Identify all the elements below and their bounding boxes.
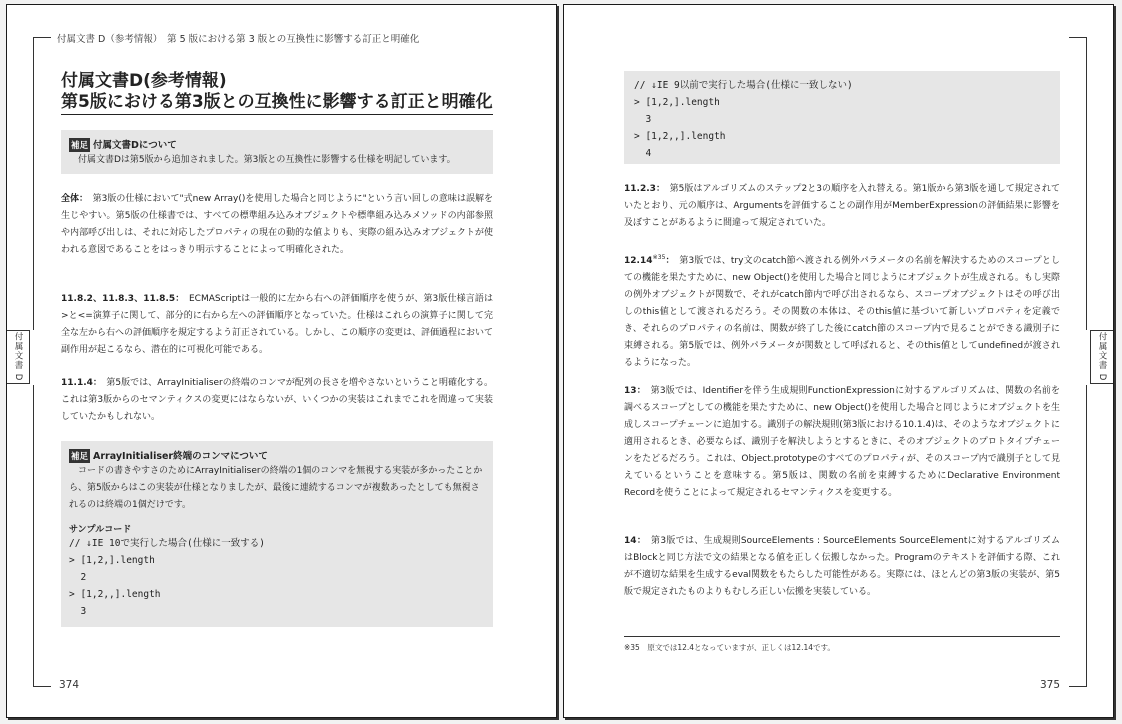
note-body: コードの書きやすさのためにArrayInitialiserの終端の1個のコンマを無視する実装が多かったことから、第5版からはこの実装が仕様となりましたが、最後に連続するコンマが複数あったとしても無視されるのは終端の1個だけです。 — [69, 466, 483, 510]
footnote-ref: ※35 — [652, 254, 666, 261]
margin-rule-top — [1086, 37, 1087, 330]
note-title: ArrayInitialiser終端のコンマについて — [93, 451, 268, 462]
chapter-side-tab — [1090, 330, 1114, 384]
code-line: > [1,2,].length — [634, 97, 720, 108]
supplement-badge: 補足 — [69, 138, 90, 152]
code-line: // ↓IE 10で実行した場合(仕様に一致する) — [69, 538, 265, 549]
paragraph-13: 13： 第3版では、Identifierを伴う生成規則FunctionExpressionに対するアルゴリズムは、関数の名前を調べるスコープとしての機能を果たすために、new Object()を使用した場合と同じようにオブジェクトを生成しスコープチェーンに追加する。識別子の解決規則(第3版における10.1.4)は、そのようなオブジェクトに適用されるとき、必要ならば、識別子を解決しようとするときに、そのオブジェクトのプロトタイプチェーンをたどるだろう。これは、Object.prototypeのすべてのプロパティが、そのスコープ内で識別子として見えているということを意味する。第5版は、関数の名前を束縛するためにDeclarative Environment Recordを使うことによって規定されるセマンティクスを変更する。 — [624, 386, 1060, 498]
page-number: 375 — [1040, 679, 1061, 691]
code-line: 3 — [69, 606, 87, 617]
margin-rule-top — [33, 37, 34, 330]
code-line: > [1,2,,].length — [69, 589, 161, 600]
paragraph-11-2-3: 11.2.3： 第5版はアルゴリズムのステップ2と3の順序を入れ替える。第1版から第3版を通して規定されていたとおり、元の順序は、Argumentsを評価することの副作用がMemberExpressionの評価結果に影響を及ぼすことがあるように間違って規定されていた。 — [624, 184, 1060, 228]
code-line: 2 — [69, 572, 87, 583]
page-number: 374 — [59, 679, 80, 691]
paragraph-11-1-4: 11.1.4： 第5版では、ArrayInitialiserの終端のコンマが配列の長さを増やさないということ明確化する。これは第3版からのセマンティクスの変更にはならないが、いくつかの実装はこれまでこれを間違って実装していたかもしれない。 — [61, 378, 493, 422]
paragraph-14: 14： 第3版では、生成規則SourceElements : SourceElements SourceElementに対するアルゴリズムはBlockと同じ方法で文の結果となる値を正しく伝搬しなかった。Programのテキストを評価する際、これが不適切な結果を生成するeval関数をもたらした可能性がある。実際には、ほとんどの第3版の実装が、第5版で規定されたものよりもむしろ正しい伝搬を実装している。 — [624, 536, 1060, 597]
right-page — [563, 4, 1114, 718]
code-line: > [1,2,,].length — [634, 131, 726, 142]
paragraph-general: 全体： 第3版の仕様において"式new Array()を使用した場合と同じように"という言い回しの意味は誤解を生じやすい。第5版の仕様書では、すべての標準組み込みオブジェクトや標準組み込みメソッドの内部参照や内部呼び出しは、それに対応したプロパティの現在の動的な値よりも、実際の組み込みオブジェクトが使われる意図であることをはっきり明示することによって明確化された。 — [61, 194, 493, 255]
paragraph-12-14: 12.14$^{※35}$： 第3版では、try文のcatch節へ渡される例外パラメータの名前を解決するためのスコープとしての機能を果たすために、new Object()を使用した場合と同じようにオブジェクトが生成される。もし実際の例外オブジェクトが関数で、それがcatch節内で呼び出されるなら、スコープオブジェクトはその呼び出しのthis値として渡されるだろう。その関数の本体は、そのthis値に基づいて新しいプロパティを定義でき、それらのプロパティの名前は、関数が終了した後にcatch節のスコープ内で見ることができる識別子に束縛される。第5版では、例外パラメータが関数として呼ばれると、そのthis値としてundefinedが渡されるようになった。 — [624, 254, 1060, 368]
title-line-1: 付属文書D(参考情報) — [61, 71, 227, 91]
page-title — [61, 71, 493, 115]
header-rule — [33, 37, 51, 38]
footnote: ※35 原文では12.4となっていますが、正しくは12.14です。 — [624, 643, 835, 652]
note-box-array-initialiser — [61, 441, 493, 627]
note-body: 付属文書Dは第5版から追加されました。第3版との互換性に影響する仕様を明記しています。 — [78, 155, 456, 165]
margin-rule-bottom — [33, 385, 34, 687]
code-line: 3 — [634, 114, 652, 125]
note-title: 付属文書Dについて — [93, 140, 177, 151]
code-box-ie9 — [624, 71, 1060, 164]
paragraph-11-8: 11.8.2、11.8.3、11.8.5： ECMAScriptは一般的に左から右への評価順序を使うが、第3版仕様言語は>と<=演算子に関して、部分的に右から左への評価順序となっていた。仕様はこれらの演算子に関して完全な左から右への評価順序を規定するよう訂正されている。しかし、この順序の変更は、評価過程において副作用が起こるなら、潜在的に可視化可能である。 — [61, 294, 494, 355]
chapter-side-tab — [6, 330, 30, 384]
title-line-2: 第5版における第3版との互換性に影響する訂正と明確化 — [61, 92, 493, 115]
code-line: > [1,2,].length — [69, 555, 155, 566]
supplement-badge: 補足 — [69, 449, 90, 463]
code-line: // ↓IE 9以前で実行した場合(仕様に一致しない) — [634, 80, 853, 91]
running-header: 付属文書 D（参考情報） 第 5 版における第 3 版との互換性に影響する訂正と明確化 — [57, 34, 420, 45]
header-rule — [1069, 37, 1087, 38]
footnote-rule — [624, 636, 1060, 637]
margin-rule-bottom — [1086, 385, 1087, 687]
code-line: 4 — [634, 148, 652, 159]
footer-rule — [1069, 686, 1087, 687]
note-box-annex-d — [61, 130, 493, 174]
footer-rule — [33, 686, 51, 687]
sample-code-label: サンプルコード — [69, 525, 132, 535]
left-page — [6, 4, 557, 718]
side-tab-label: 付属文書 D — [1097, 332, 1107, 382]
side-tab-label: 付属文書 D — [13, 332, 23, 382]
